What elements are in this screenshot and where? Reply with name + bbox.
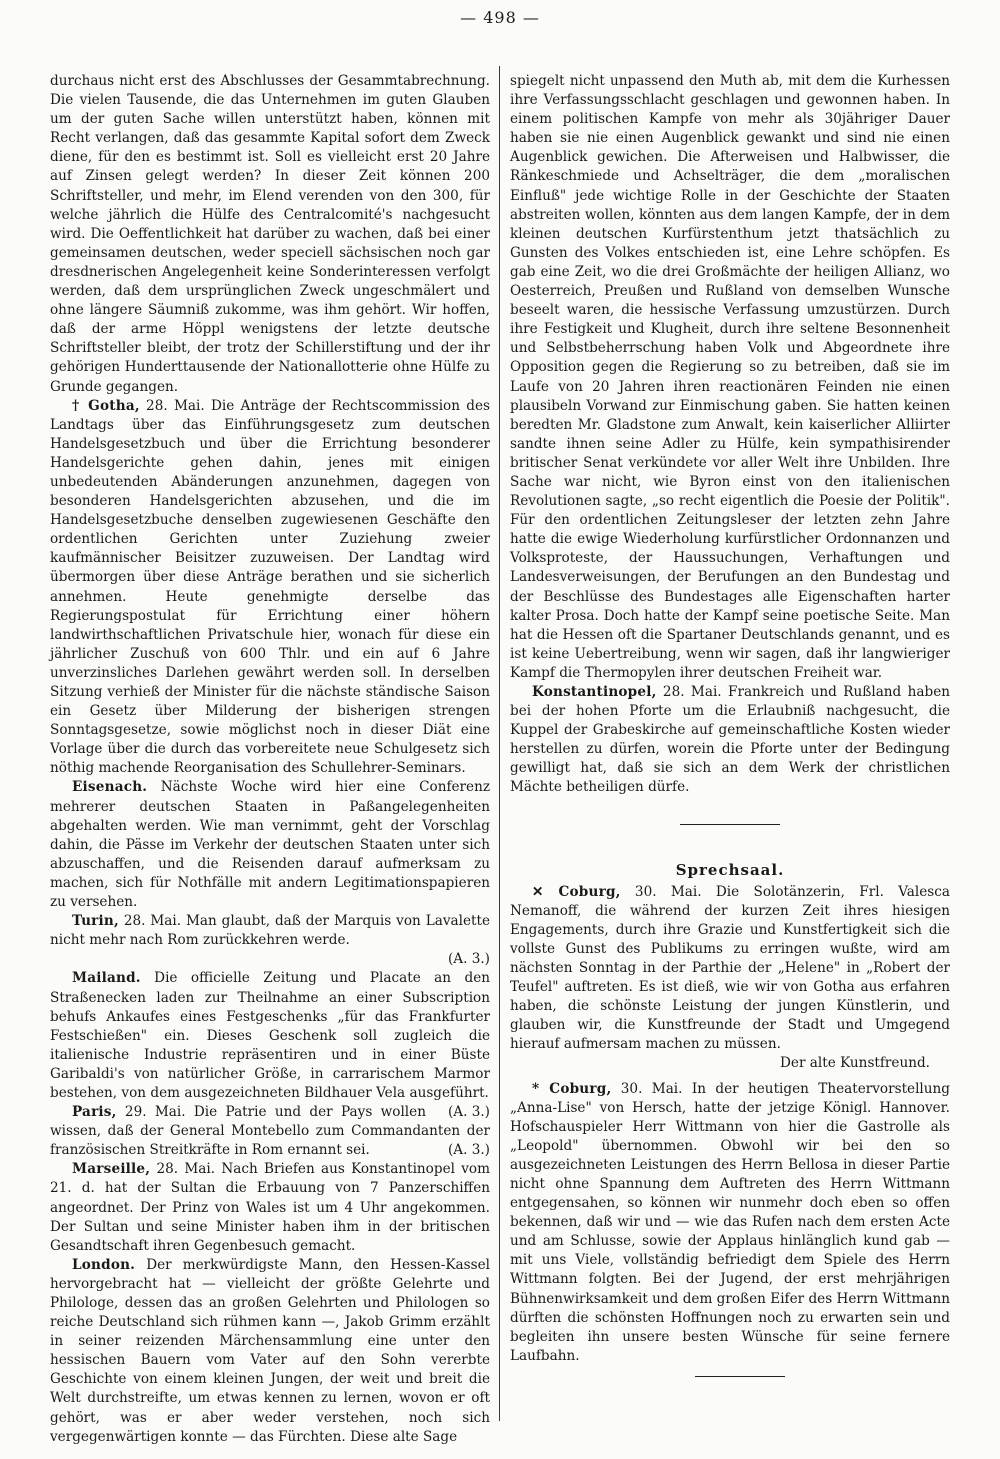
section-rule (680, 824, 780, 825)
article-london (50, 1256, 490, 1447)
dateline-london: London. (72, 1256, 136, 1273)
article-coburg-1 (510, 883, 950, 1055)
article-turin (50, 912, 490, 950)
article-paris-text: 29. Mai. Die Patrie und der Pays wollen wissen, daß der General Montebello zum Commandanten der französischen Streitkräfte in Rom ernannt sei. (50, 1104, 490, 1159)
article-eisenach (50, 778, 490, 912)
dateline-konstantinopel: Konstantinopel, (532, 684, 657, 700)
dateline-turin: Turin, (72, 913, 119, 930)
signature-a3: (A. 3.) (447, 1142, 490, 1159)
section-title: Sprechsaal. (675, 860, 785, 879)
dateline-coburg: * Coburg, (532, 1080, 612, 1097)
left-column (50, 72, 490, 1447)
article-mailand-text: Die officielle Zeitung und Placate an den Straßenecken laden zur Theilnahme an einer Subscription behufs Ankaufes eines Festgeschenks „für das Frankfurter Festschießen" ein. Dieses Geschenk soll zugleich die italienische Industrie repräsentiren und in einer Büste Garibaldi's von natürlicher Größe, in carrarischem Marmor bestehen, von dem ausgezeichneten Bildhauer Vela ausgeführt. (50, 970, 490, 1101)
article-gotha-text: 28. Mai. Die Anträge der Rechtscommission des Landtags über das Einführungsgesetz zum deutschen Handelsgesetzbuch und über die Errichtung besonderer Handelsgerichte gehen dahin, jenes mit einigen unbedeutenden Abänderungen anzunehmen, dagegen von besonderen Handelsgerichten abzusehen, und die im Handelsgesetzbuche denselben zugewiesenen Geschäfte den ordentlichen Gerichten unter Zuziehung zweier kaufmännischer Beisitzer zuzuweisen. Der Landtag wird übermorgen über diese Anträge berathen und sie sicherlich annehmen. Heute genehmigte derselbe das Regierungspostulat für Errichtung einer höhern landwirthschaftlichen Privatschule hier, wonach für diese ein jährlicher Zuschuß von 600 Thlr. und ein auf 6 Jahre unverzinsliches Darlehen gewährt werden soll. In derselben Sitzung verhieß der Minister für die nächste ständische Saison ein Gesetz über Milderung der bisherigen strengen Sonntagsgesetze, sowie möglichst noch in dieser Diät eine Vorlage über die durch das vorbereitete neue Schulgesetz sich nöthig machende Reorganisation des Schullehrer-Seminars. (50, 397, 490, 777)
end-rule (695, 1376, 785, 1377)
signature-a3: (A. 3.) (447, 1104, 490, 1121)
article-turin-text: 28. Mai. Man glaubt, daß der Marquis von Lavalette nicht mehr nach Rom zurückkehren werde. (50, 913, 490, 949)
article-schillerstiftung: durchaus nicht erst des Abschlusses der Gesammtabrechnung. Die vielen Tausende, die das Unternehmen im guten Glauben um der guten Sache willen unterstützt haben, können mit Recht verlangen, daß das gesammte Kapital sofort dem Zweck diene, für den es bestimmt ist. Soll es vielleicht erst 20 Jahre auf Zinsen gelegt werden? In dieser Zeit können 200 Schriftsteller, und mehr, im Elend verenden von den 300, für welche jährlich die Hülfe des Centralcomité's nachgesucht wird. Die Oeffentlichkeit hat darüber zu wachen, daß bei einer gemeinsamen deutschen, weder speciell sächsischen noch gar dresdnerischen Angelegenheit keine Sonderinteressen verfolgt werden, daß dem ursprünglichen Zweck ungeschmälert und ohne längere Säumniß zukomme, was ihm gehört. Wir hoffen, daß der arme Höppl wenigstens der letzte deutsche Schriftsteller bleibt, der trotz der Schillerstiftung und der ihr gehörigen Hunderttausende der Nationallotterie ohne Hülfe zu Grunde gegangen. (50, 73, 490, 395)
signature-a3: (A. 3.) (447, 951, 490, 968)
dateline-paris: Paris, (72, 1104, 117, 1121)
article-konstantinopel (510, 683, 950, 798)
article-coburg-2-text: 30. Mai. In der heutigen Theatervorstellung „Anna-Lise" von Hersch, hatte der jetzige Königl. Hannover. Hofschauspieler Herr Wittmann von hier die Gastrolle als „Leopold" übernommen. Obwohl wir bei den so ausgezeichneten Leistungen des Herrn Bellosa in dieser Partie nicht ohne Spannung dem Auftreten des Herrn Wittmann entgegensahen, so können wir nunmehr doch eben so offen bekennen, daß wir und — wie das Rufen nach dem ersten Acte und am Schlusse, sowie der Applaus hinlänglich kund gab — mit uns Viele, vollständig befriedigt dem Spiele des Herrn Wittmann folgten. Bei der Jugend, der erst mehrjährigen Bühnenwirksamkeit und dem großen Eifer des Herrn Wittmann dürften die schönsten Hoffnungen noch zu erwarten sein und begleiten ihn unsere besten Wünsche für seine fernere Laufbahn. (510, 1080, 950, 1364)
dateline-coburg: ✕ Coburg, (532, 883, 621, 900)
column-divider (499, 66, 500, 1421)
dateline-eisenach: Eisenach. (72, 779, 148, 796)
article-marseille-text: 28. Mai. Nach Briefen aus Konstantinopel vom 21. d. hat der Sultan die Erbauung von 7 Panzerschiffen angeordnet. Der Prinz von Wales ist um 4 Uhr angekommen. Der Sultan und seine Minister haben ihm in der britischen Gesandtschaft ihren Gegenbesuch gemacht. (50, 1161, 490, 1254)
article-konstantinopel-text: 28. Mai. Frankreich und Rußland haben bei der hohen Pforte um die Erlaubniß nachgesucht, die Kuppel der Grabeskirche auf gemeinschaftliche Kosten wieder herstellen zu dürfen, worein die Pforte unter der Bedingung gewilligt hat, daß sie sich an dem Werk der christlichen Mächte betheiligen dürfe. (510, 684, 950, 796)
article-gotha (50, 397, 490, 779)
article-paris (50, 1103, 490, 1160)
article-marseille (50, 1160, 490, 1255)
dateline-marseille: Marseille, (72, 1161, 151, 1178)
article-london-text: Der merkwürdigste Mann, den Hessen-Kassel hervorgebracht hat — vielleicht der größte Gelehrte und Philologe, dessen das an großen Gelehrten und Philologen so reiche Deutschland sich rühmen kann —, Jakob Grimm erzählt in seiner reizenden Märchensammlung eine unter den hessischen Bauern vom Vater auf den Sohn vererbte Geschichte von einem kleinen Jungen, der weit und breit die Welt durchstreifte, um etwas kennen zu lernen, wovon er oft gehört, was er aber weder verstehen, noch sich vergegenwärtigen konnte — das Fürchten. Diese alte Sage (50, 1256, 490, 1445)
dateline-gotha: † Gotha, (72, 397, 140, 414)
article-coburg-1-text: 30. Mai. Die Solotänzerin, Frl. Valesca Nemanoff, die während der kurzen Zeit ihres hiesigen Engagements, durch ihre Grazie und Kunstfertigkeit sich die vollste Gunst des Publikums zu erringen wußte, wird am nächsten Sonntag in der Parthie der „Helene" in „Robert der Teufel" auftreten. Es ist dieß, wie wir von Gotha aus erfahren haben, die schönste Leistung der jungen Künstlerin, und glauben wir, die Kunstfreunde der Stadt und Umgegend hierauf aufmersam machen zu müssen. (510, 883, 950, 1053)
page-number: — 498 — (460, 8, 540, 27)
dateline-mailand: Mailand. (72, 970, 141, 987)
article-coburg-2 (510, 1080, 950, 1366)
article-eisenach-text: Nächste Woche wird hier eine Conferenz mehrerer deutschen Staaten in Paßangelegenheiten abgehalten werden. Wie man vernimmt, geht der Vorschlag dahin, die Pässe im Verkehr der deutschen Staaten unter sich abzuschaffen, und die Reisenden darauf aufmerksam zu machen, sich für Nothfälle mit andern Legitimationspapieren zu versehen. (50, 779, 490, 911)
right-column (510, 72, 950, 1377)
signature-kunstfreund: Der alte Kunstfreund. (780, 1055, 930, 1072)
article-kurhessen: spiegelt nicht unpassend den Muth ab, mit dem die Kurhessen ihre Verfassungsschlacht geschlagen und gewonnen haben. In einem politischen Kampfe von mehr als 30jähriger Dauer haben sie nie einen Augenblick gewankt und sind nie einen Augenblick gewichen. Die Afterweisen und Halbwisser, die Ränkeschmiede und Achselträger, die dem „moralischen Einfluß" jede wichtige Rolle in der Geschichte der Staaten abstreiten wollen, könnten aus dem langen Kampfe, der in dem kleinen deutschen Kurfürstenthum jetzt thatsächlich zu Gunsten des Volkes entschieden ist, eine Lehre schöpfen. Es gab eine Zeit, wo die drei Großmächte der heiligen Allianz, wo Oesterreich, Preußen und Rußland von demselben Wunsche beseelt waren, die hessische Verfassung umzustürzen. Durch ihre Festigkeit und Klugheit, durch ihre seltene Besonnenheit und Selbstbeherrschung haben Volk und Abgeordnete ihre Opposition gegen die Regierung so zu betreiben, daß sie im Laufe von 20 Jahren ihren reactionären Feinden nie einen plausibeln Vorwand zur Einmischung gaben. Sie hatten keinen beredten Mr. Gladstone zum Anwalt, kein kaiserlicher Alliirter sandte ihnen seine Adler zu Hülfe, kein sympathisirender britischer Senat verkündete vor aller Welt ihre Unbilden. Ihre Sache war nicht, wie Byron einst von den italienischen Revolutionen sagte, „so recht eigentlich die Poesie der Politik". Für den ordentlichen Zeitungsleser der letzten zehn Jahre hatte die ewige Wiederholung kurfürstlicher Ordonnanzen und Volksproteste, der Haussuchungen, Verhaftungen und Landesverweisungen, der Berufungen an den Bundestag und der Beschlüsse des Bundestages alle Eigenschaften harter kalter Prosa. Doch hatte der Kampf seine poetische Seite. Man hat die Hessen oft die Spartaner Deutschlands genannt, und es ist keine Uebertreibung, wenn wir sagen, daß ihr langwieriger Kampf die Thermopylen ihrer deutschen Freiheit war. (510, 73, 950, 681)
